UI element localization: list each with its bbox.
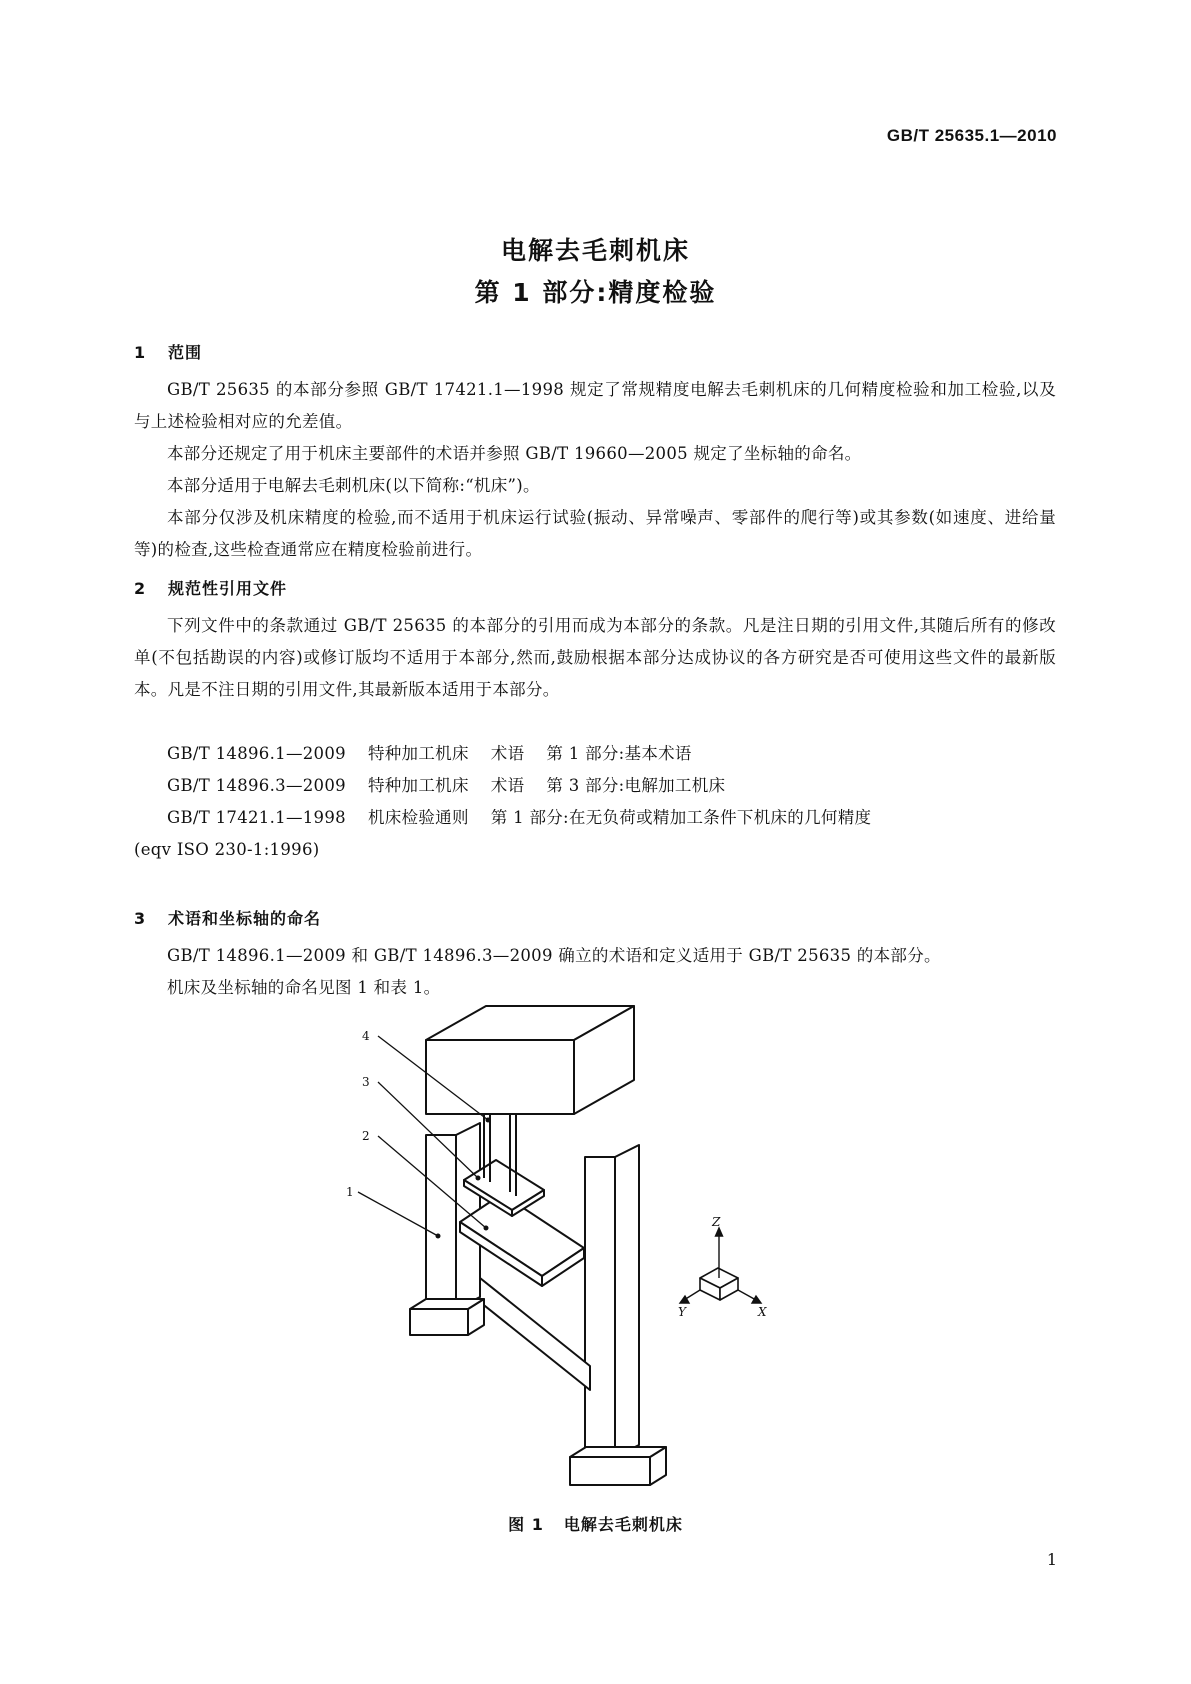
left-base-front — [410, 1309, 468, 1335]
paragraph: 下列文件中的条款通过 GB/T 25635 的本部分的引用而成为本部分的条款。凡是注日期的引用文件,其随后所有的修改单(不包括勘误的内容)或修订版均不适用于本部分,然而,鼓励根据本部分达成协议的各方研究是否可使用这些文件的最新版本。凡是不注日期的引用文件,其最新版本适用于本部分。 — [134, 616, 1056, 699]
reference-title: 特种加工机床 — [367, 776, 469, 795]
right-base-top — [570, 1447, 666, 1457]
section-title: 范围 — [168, 343, 203, 362]
paragraph: GB/T 25635 的本部分参照 GB/T 17421.1—1998 规定了常规精度电解去毛刺机床的几何精度检验和加工检验,以及与上述检验相对应的允差值。 — [134, 380, 1056, 431]
figure-title: 电解去毛刺机床 — [563, 1515, 683, 1534]
z-axis-arrow — [716, 1228, 723, 1236]
reference-part: 第 3 部分:电解加工机床 — [546, 776, 726, 795]
y-axis-label: Y — [678, 1305, 686, 1319]
part-label-1: 1 — [346, 1185, 354, 1199]
x-axis-arrow — [752, 1296, 761, 1303]
right-column-front — [585, 1157, 615, 1457]
page-number: 1 — [1046, 1550, 1057, 1569]
right-column-side — [615, 1145, 639, 1457]
leader-dot — [484, 1226, 489, 1231]
paragraph: 本部分仅涉及机床精度的检验,而不适用于机床运行试验(振动、异常噪声、零部件的爬行等)或其参数(如速度、进给量等)的检查,这些检查通常应在精度检验前进行。 — [134, 508, 1056, 559]
reference-code: GB/T 14896.3—2009 — [167, 776, 346, 795]
section-2-heading — [134, 576, 287, 599]
figure-caption — [0, 1512, 1191, 1535]
reference-code: GB/T 17421.1—1998 — [167, 808, 346, 827]
axes-diagram — [678, 1215, 830, 1332]
section-number: 3 — [134, 909, 147, 928]
section-3-heading — [134, 906, 321, 929]
section-1-heading — [134, 340, 202, 363]
paragraph: 本部分适用于电解去毛刺机床(以下简称:“机床”)。 — [167, 476, 540, 495]
reference-part: 术语 — [490, 744, 525, 763]
left-column-front — [426, 1135, 456, 1309]
paragraph: 本部分还规定了用于机床主要部件的术语并参照 GB/T 19660—2005 规定了坐标轴的命名。 — [167, 444, 862, 463]
part-label-3: 3 — [362, 1075, 370, 1089]
section-title: 术语和坐标轴的命名 — [168, 909, 322, 928]
figure-number: 图 1 — [508, 1515, 544, 1534]
reference-code: GB/T 14896.1—2009 — [167, 744, 346, 763]
leader-dot — [436, 1234, 441, 1239]
reference-part: 第 1 部分:在无负荷或精加工条件下机床的几何精度 — [490, 808, 872, 827]
section-title: 规范性引用文件 — [168, 579, 288, 598]
part-label-2: 2 — [362, 1129, 370, 1143]
section-number: 1 — [134, 343, 147, 362]
paragraph: 机床及坐标轴的命名见图 1 和表 1。 — [167, 978, 441, 997]
head-front-face — [426, 1040, 574, 1114]
paragraph: GB/T 14896.1—2009 和 GB/T 14896.3—2009 确立的术语和定义适用于 GB/T 25635 的本部分。 — [167, 946, 941, 965]
x-axis-label: X — [758, 1305, 767, 1319]
reference-part: 第 1 部分:基本术语 — [546, 744, 692, 763]
coordinate-axes — [678, 1215, 830, 1328]
leader-dot — [486, 1118, 491, 1123]
reference-item — [134, 802, 1056, 834]
reference-part: 术语 — [490, 776, 525, 795]
reference-title: 特种加工机床 — [367, 744, 469, 763]
x-axis-line — [738, 1290, 756, 1300]
machine-figure — [346, 1010, 680, 1504]
reference-continuation: (eqv ISO 230-1:1996) — [134, 840, 320, 859]
standard-code: GB/T 25635.1—2010 — [886, 126, 1057, 145]
right-base-front — [570, 1457, 650, 1485]
reference-item — [134, 738, 1056, 770]
leader-dot — [476, 1176, 481, 1181]
part-label-4: 4 — [362, 1029, 370, 1043]
document-title: 电解去毛刺机床 — [500, 236, 690, 265]
reference-item — [134, 770, 1056, 802]
section-number: 2 — [134, 579, 147, 598]
reference-title: 机床检验通则 — [367, 808, 469, 827]
z-axis-label: Z — [712, 1215, 721, 1229]
document-subtitle: 第 1 部分:精度检验 — [474, 278, 717, 307]
machine-drawing — [346, 1010, 680, 1500]
